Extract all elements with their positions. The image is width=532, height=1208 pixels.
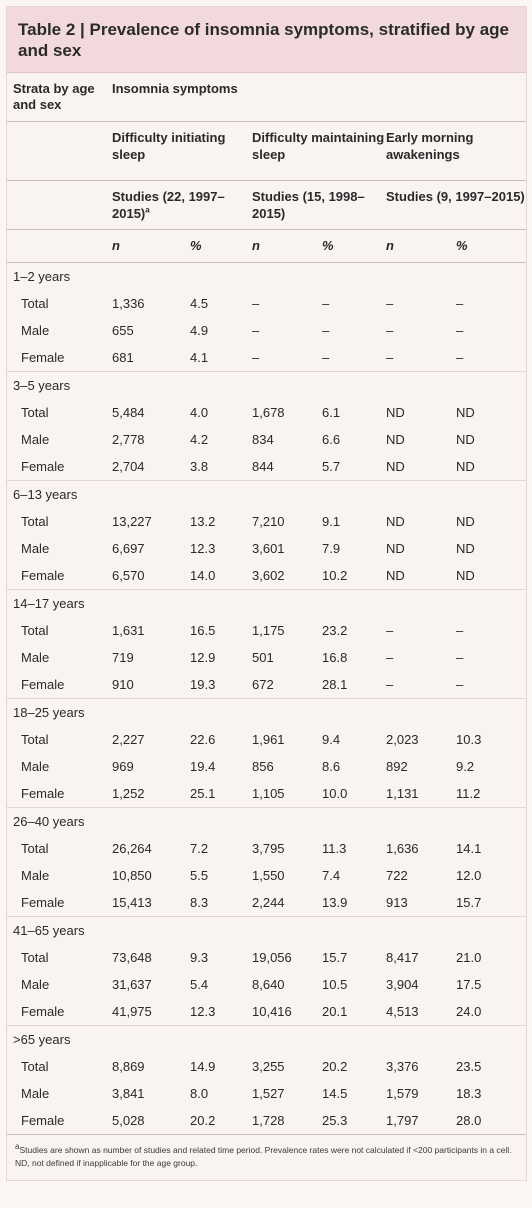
age-group-row <box>7 917 526 945</box>
pct-value: – <box>456 623 464 638</box>
sex-label: Total <box>21 514 49 529</box>
n-value: 10,850 <box>112 868 152 883</box>
pct-value: 19.3 <box>190 677 216 692</box>
n-value: 6,570 <box>112 568 145 583</box>
table-row <box>7 1080 526 1107</box>
pct-value: 25.3 <box>322 1113 348 1128</box>
pct-value: 15.7 <box>456 895 482 910</box>
table-row <box>7 644 526 671</box>
n-value: 1,105 <box>252 786 285 801</box>
age-group-label: 1–2 years <box>7 263 526 291</box>
n-value: 73,648 <box>112 950 152 965</box>
table-row <box>7 1053 526 1080</box>
sex-label: Total <box>21 405 49 420</box>
sex-label: Total <box>21 841 49 856</box>
pct-value: 4.0 <box>190 405 209 420</box>
n-value: 892 <box>386 759 408 774</box>
pct-value: – <box>322 323 330 338</box>
pct-value: – <box>456 323 464 338</box>
pct-value: ND <box>456 405 475 420</box>
sex-label: Female <box>21 568 65 583</box>
table-row <box>7 426 526 453</box>
n-value: – <box>252 296 260 311</box>
table-body <box>7 263 526 1135</box>
n-value: – <box>386 296 394 311</box>
pct-value: 14.9 <box>190 1059 216 1074</box>
studies-maintaining: Studies (15, 1998–2015) <box>252 181 386 230</box>
pct-value: – <box>456 296 464 311</box>
pct-value: 16.8 <box>322 650 348 665</box>
pct-value: 12.0 <box>456 868 482 883</box>
n-value: 655 <box>112 323 134 338</box>
pct-value: 9.4 <box>322 732 341 747</box>
pct-value: 22.6 <box>190 732 216 747</box>
pct-value: 9.3 <box>190 950 209 965</box>
table-row <box>7 835 526 862</box>
n-value: 6,697 <box>112 541 145 556</box>
n-value: 8,417 <box>386 950 419 965</box>
n-value: 1,728 <box>252 1113 285 1128</box>
pct-header: % <box>190 230 252 263</box>
n-value: 31,637 <box>112 977 152 992</box>
pct-value: 28.1 <box>322 677 348 692</box>
pct-value: 23.5 <box>456 1059 482 1074</box>
pct-value: 8.6 <box>322 759 341 774</box>
n-value: 681 <box>112 350 134 365</box>
age-group-row <box>7 1026 526 1054</box>
table-row <box>7 889 526 917</box>
age-group-label: 6–13 years <box>7 481 526 509</box>
sex-label: Male <box>21 541 50 556</box>
table-row <box>7 399 526 426</box>
pct-value: – <box>456 677 464 692</box>
empty-cell <box>7 122 112 181</box>
n-value: 1,797 <box>386 1113 419 1128</box>
sex-label: Male <box>21 868 50 883</box>
table-footnote <box>7 1134 526 1180</box>
table-row <box>7 944 526 971</box>
n-value: 722 <box>386 868 408 883</box>
pct-value: 24.0 <box>456 1004 482 1019</box>
pct-value: – <box>322 296 330 311</box>
table-row <box>7 1107 526 1134</box>
sex-label: Female <box>21 1113 65 1128</box>
insomnia-header: Insomnia symptoms <box>112 81 238 96</box>
sex-label: Male <box>21 432 50 447</box>
pct-value: 10.2 <box>322 568 348 583</box>
pct-value: 20.2 <box>190 1113 216 1128</box>
n-value: 13,227 <box>112 514 152 529</box>
pct-value: 12.9 <box>190 650 216 665</box>
pct-value: 16.5 <box>190 623 216 638</box>
pct-value: 5.4 <box>190 977 209 992</box>
footnote-marker: a <box>145 205 150 215</box>
table-row <box>7 344 526 372</box>
n-value: 3,904 <box>386 977 419 992</box>
age-group-label: 18–25 years <box>7 699 526 727</box>
strata-header: Strata by age and sex <box>13 81 95 112</box>
n-value: 856 <box>252 759 274 774</box>
n-value: 3,602 <box>252 568 285 583</box>
table-row <box>7 562 526 590</box>
n-value: 1,336 <box>112 296 145 311</box>
table-row <box>7 998 526 1026</box>
pct-value: 5.7 <box>322 459 341 474</box>
age-group-label: 14–17 years <box>7 590 526 618</box>
sex-label: Total <box>21 623 49 638</box>
n-value: 2,704 <box>112 459 145 474</box>
pct-value: 9.2 <box>456 759 475 774</box>
pct-value: 4.1 <box>190 350 209 365</box>
sex-label: Total <box>21 1059 49 1074</box>
col-early-header: Early morning awakenings <box>386 122 526 181</box>
pct-value: – <box>322 350 330 365</box>
pct-value: 11.3 <box>322 841 347 856</box>
n-value: 5,028 <box>112 1113 145 1128</box>
sex-label: Total <box>21 950 49 965</box>
pct-value: 10.0 <box>322 786 348 801</box>
n-value: 2,244 <box>252 895 285 910</box>
sex-label: Total <box>21 296 49 311</box>
n-value: 2,227 <box>112 732 145 747</box>
pct-value: 25.1 <box>190 786 216 801</box>
n-value: 15,413 <box>112 895 152 910</box>
sex-label: Total <box>21 732 49 747</box>
n-value: – <box>386 677 394 692</box>
n-value: 1,527 <box>252 1086 285 1101</box>
pct-value: – <box>456 350 464 365</box>
table-row <box>7 617 526 644</box>
n-value: 969 <box>112 759 134 774</box>
pct-value: 6.6 <box>322 432 341 447</box>
pct-value: 20.2 <box>322 1059 348 1074</box>
n-value: 1,678 <box>252 405 285 420</box>
pct-value: 20.1 <box>322 1004 348 1019</box>
n-value: 3,376 <box>386 1059 419 1074</box>
pct-value: 14.1 <box>456 841 482 856</box>
pct-header: % <box>456 230 526 263</box>
pct-value: ND <box>456 568 475 583</box>
table-container <box>6 6 527 1181</box>
age-group-label: >65 years <box>7 1026 526 1054</box>
col-maintaining-header: Difficulty maintaining sleep <box>252 122 386 181</box>
n-value: ND <box>386 568 405 583</box>
n-value: 5,484 <box>112 405 145 420</box>
table-row <box>7 535 526 562</box>
pct-value: 15.7 <box>322 950 348 965</box>
table-row <box>7 508 526 535</box>
n-value: 19,056 <box>252 950 292 965</box>
empty-cell <box>7 181 112 230</box>
pct-value: 28.0 <box>456 1113 482 1128</box>
studies-initiating <box>112 181 252 230</box>
n-value: 2,023 <box>386 732 419 747</box>
table-row <box>7 971 526 998</box>
pct-value: ND <box>456 514 475 529</box>
n-header: n <box>112 230 190 263</box>
col-initiating-header: Difficulty initiating sleep <box>112 122 252 181</box>
table-row <box>7 780 526 808</box>
n-value: 7,210 <box>252 514 285 529</box>
table-row <box>7 290 526 317</box>
n-value: 834 <box>252 432 274 447</box>
n-value: ND <box>386 432 405 447</box>
n-value: 8,869 <box>112 1059 145 1074</box>
n-value: ND <box>386 514 405 529</box>
n-value: 3,601 <box>252 541 285 556</box>
n-value: 719 <box>112 650 134 665</box>
n-value: 1,579 <box>386 1086 419 1101</box>
age-group-row <box>7 481 526 509</box>
pct-value: 23.2 <box>322 623 348 638</box>
n-value: 10,416 <box>252 1004 292 1019</box>
table-title: Table 2 | Prevalence of insomnia symptoms, stratified by age and sex <box>7 7 526 73</box>
n-value: 1,636 <box>386 841 419 856</box>
sex-label: Female <box>21 1004 65 1019</box>
studies-early: Studies (9, 1997–2015) <box>386 181 526 230</box>
pct-value: 8.3 <box>190 895 209 910</box>
pct-value: 17.5 <box>456 977 482 992</box>
n-value: 26,264 <box>112 841 152 856</box>
prevalence-table <box>7 73 526 1134</box>
sex-label: Female <box>21 459 65 474</box>
n-value: – <box>252 323 260 338</box>
footnote-marker: a <box>15 1142 20 1152</box>
n-value: 3,841 <box>112 1086 145 1101</box>
n-value: – <box>386 323 394 338</box>
n-value: ND <box>386 405 405 420</box>
sex-label: Female <box>21 786 65 801</box>
age-group-label: 41–65 years <box>7 917 526 945</box>
sex-label: Female <box>21 895 65 910</box>
sex-label: Male <box>21 1086 50 1101</box>
n-value: 672 <box>252 677 274 692</box>
pct-value: – <box>456 650 464 665</box>
sex-label: Male <box>21 759 50 774</box>
n-value: 8,640 <box>252 977 285 992</box>
pct-value: 9.1 <box>322 514 341 529</box>
n-value: 3,255 <box>252 1059 285 1074</box>
pct-value: ND <box>456 541 475 556</box>
pct-value: 7.9 <box>322 541 341 556</box>
sex-label: Female <box>21 677 65 692</box>
empty-cell <box>7 230 112 263</box>
pct-value: 5.5 <box>190 868 209 883</box>
pct-value: 21.0 <box>456 950 482 965</box>
n-value: 501 <box>252 650 274 665</box>
studies-initiating-text: Studies (22, 1997–2015) <box>112 189 225 221</box>
table-row <box>7 671 526 699</box>
n-value: 1,961 <box>252 732 285 747</box>
n-value: 1,175 <box>252 623 285 638</box>
pct-value: 3.8 <box>190 459 209 474</box>
pct-value: 11.2 <box>456 786 481 801</box>
table-row <box>7 317 526 344</box>
pct-value: 10.3 <box>456 732 482 747</box>
n-value: – <box>386 623 394 638</box>
age-group-label: 3–5 years <box>7 372 526 400</box>
sex-label: Male <box>21 977 50 992</box>
sex-label: Female <box>21 350 65 365</box>
pct-value: 4.2 <box>190 432 209 447</box>
pct-value: 13.9 <box>322 895 348 910</box>
age-group-row <box>7 590 526 618</box>
n-value: – <box>386 650 394 665</box>
n-value: ND <box>386 459 405 474</box>
n-value: – <box>252 350 260 365</box>
pct-header: % <box>322 230 386 263</box>
n-value: 910 <box>112 677 134 692</box>
n-value: – <box>386 350 394 365</box>
pct-value: 12.3 <box>190 541 216 556</box>
n-value: 844 <box>252 459 274 474</box>
n-value: 4,513 <box>386 1004 419 1019</box>
sex-label: Male <box>21 650 50 665</box>
pct-value: 12.3 <box>190 1004 216 1019</box>
age-group-label: 26–40 years <box>7 808 526 836</box>
n-value: 41,975 <box>112 1004 152 1019</box>
pct-value: ND <box>456 459 475 474</box>
n-value: 1,550 <box>252 868 285 883</box>
pct-value: 10.5 <box>322 977 348 992</box>
pct-value: 7.2 <box>190 841 209 856</box>
pct-value: 4.5 <box>190 296 209 311</box>
pct-value: 13.2 <box>190 514 216 529</box>
n-value: 913 <box>386 895 408 910</box>
footnote-text: Studies are shown as number of studies and related time period. Prevalence rates were not calculated if <200 participants in a cell. ND, not defined if inapplicable for the age group. <box>15 1145 512 1168</box>
n-value: 1,631 <box>112 623 145 638</box>
n-value: 3,795 <box>252 841 285 856</box>
table-row <box>7 862 526 889</box>
pct-value: ND <box>456 432 475 447</box>
pct-value: 7.4 <box>322 868 341 883</box>
n-header: n <box>252 230 322 263</box>
sex-label: Male <box>21 323 50 338</box>
table-row <box>7 453 526 481</box>
age-group-row <box>7 808 526 836</box>
n-value: 2,778 <box>112 432 145 447</box>
n-value: 1,131 <box>386 786 419 801</box>
pct-value: 4.9 <box>190 323 209 338</box>
pct-value: 8.0 <box>190 1086 209 1101</box>
age-group-row <box>7 372 526 400</box>
pct-value: 14.0 <box>190 568 216 583</box>
table-row <box>7 753 526 780</box>
pct-value: 19.4 <box>190 759 216 774</box>
pct-value: 18.3 <box>456 1086 482 1101</box>
n-header: n <box>386 230 456 263</box>
n-value: ND <box>386 541 405 556</box>
age-group-row <box>7 699 526 727</box>
table-row <box>7 726 526 753</box>
pct-value: 14.5 <box>322 1086 348 1101</box>
n-value: 1,252 <box>112 786 145 801</box>
pct-value: 6.1 <box>322 405 341 420</box>
age-group-row <box>7 263 526 291</box>
